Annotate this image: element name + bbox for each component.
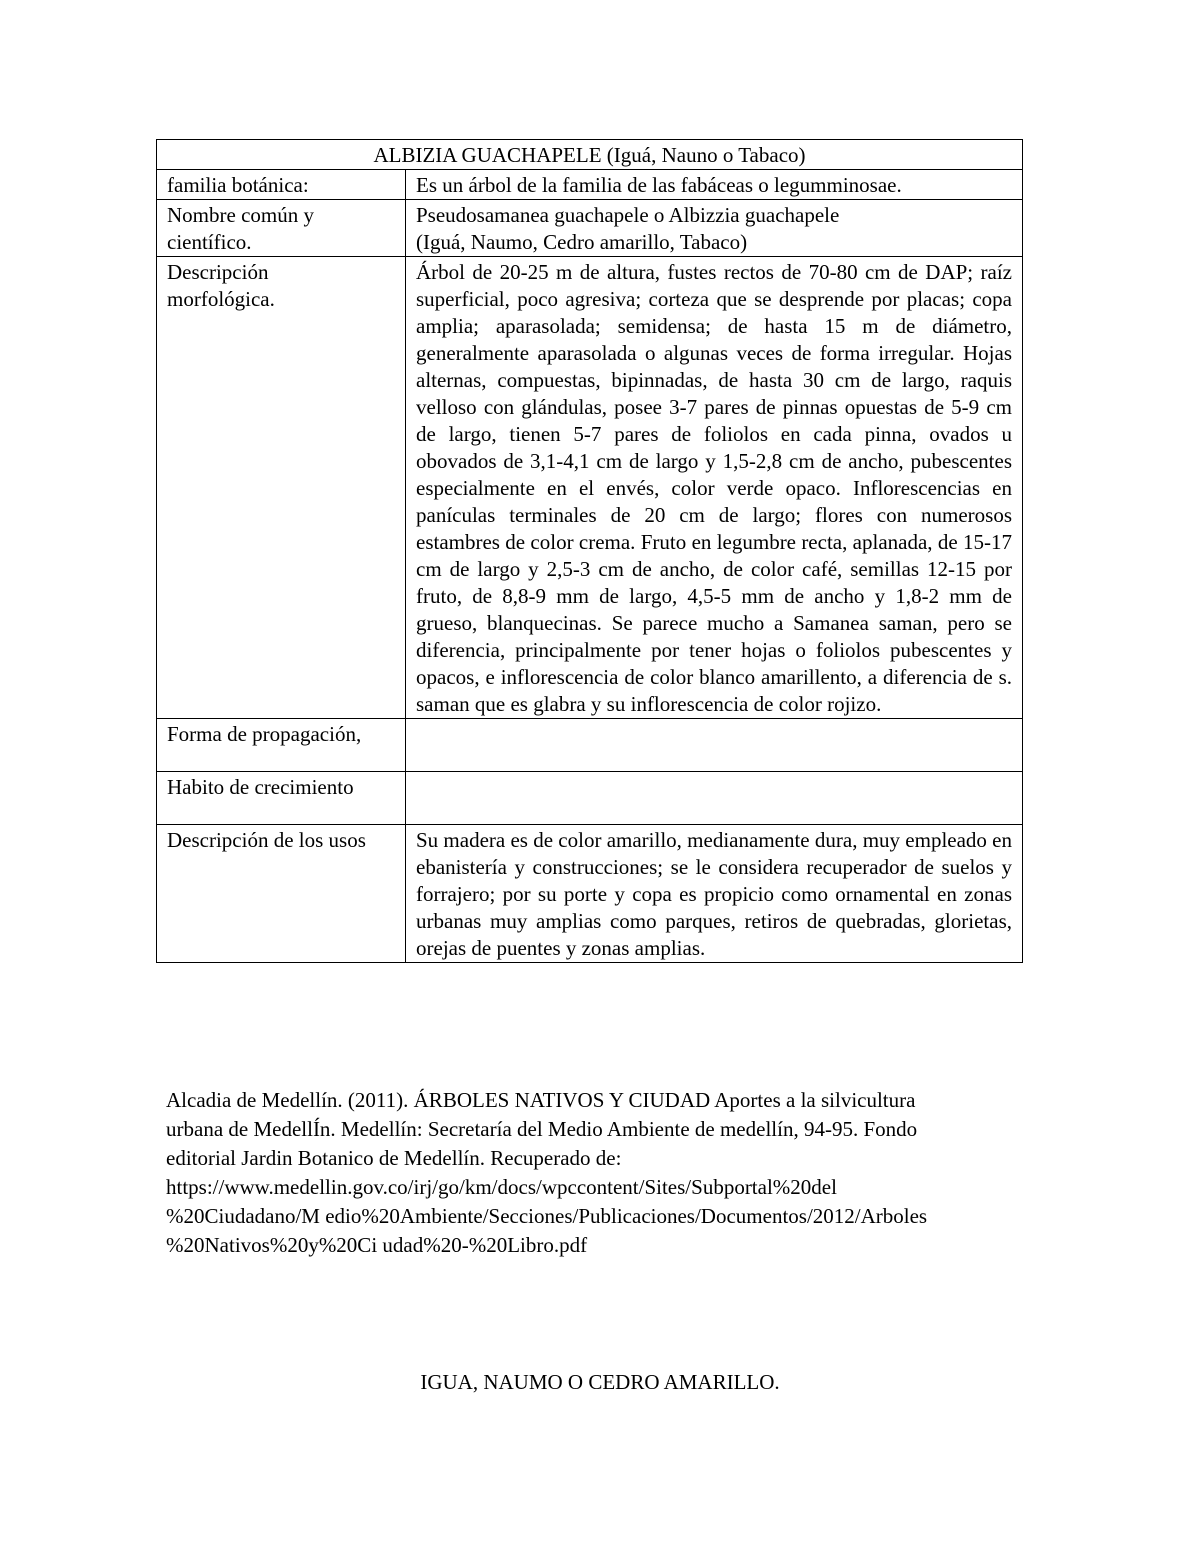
row-label: Habito de crecimiento: [157, 772, 406, 825]
row-value: Es un árbol de la familia de las fabáceas o legumminosae.: [406, 170, 1023, 200]
table-row: [157, 719, 1023, 772]
table-row: [157, 200, 1023, 257]
scientific-name-line: Pseudosamanea guachapele o Albizzia guachapele: [416, 203, 840, 227]
table-title-row: [157, 140, 1023, 170]
bibliographic-reference: [166, 1086, 1026, 1260]
row-value-description: Árbol de 20-25 m de altura, fustes rectos de 70-80 cm de DAP; raíz superficial, poco agresiva; corteza que se desprende por placas; copa amplia; aparasolada; semidensa; de hasta 15 m de diámetro, generalmente aparasolada o algunas veces de forma irregular. Hojas alternas, compuestas, bipinnadas, de hasta 30 cm de largo, raquis velloso con glándulas, posee 3-7 pares de pinnas opuestas de 5-9 cm de largo, tienen 5-7 pares de foliolos en cada pinna, ovados u obovados de 3,1-4,1 cm de largo y 1,5-2,8 cm de ancho, pubescentes especialmente en el envés, color verde opaco. Inflorescencias en panículas terminales de 20 cm de largo; flores con numerosos estambres de color crema. Fruto en legumbre recta, aplanada, de 15-17 cm de largo y 2,5-3 cm de ancho, de color café, semillas 12-15 por fruto, de 8,8-9 mm de largo, 4,5-5 mm de ancho y 1,8-2 mm de grueso, blanquecinas. Se parece mucho a Samanea saman, pero se diferencia, principalmente por tener hojas o foliolos pubescentes y opacos, e inflorescencia de color blanco amarillento, a diferencia de s. saman que es glabra y su inflorescencia de color rojizo.: [406, 257, 1023, 719]
table-row: [157, 825, 1023, 963]
reference-url-line: %20Ciudadano/M edio%20Ambiente/Secciones/Publicaciones/Documentos/2012/Arboles: [166, 1204, 928, 1228]
row-value-empty: [406, 719, 1023, 772]
row-label: Forma de propagación,: [157, 719, 406, 772]
row-value: [406, 200, 1023, 257]
common-name-line: (Iguá, Naumo, Cedro amarillo, Tabaco): [416, 230, 748, 254]
species-fact-table: [156, 139, 1023, 963]
row-label: familia botánica:: [157, 170, 406, 200]
reference-line: editorial Jardin Botanico de Medellín. Recuperado de:: [166, 1146, 622, 1170]
row-label: Nombre común y científico.: [157, 200, 406, 257]
reference-url-line: %20Nativos%20y%20Ci udad%20-%20Libro.pdf: [166, 1233, 588, 1257]
section-heading: IGUA, NAUMO O CEDRO AMARILLO.: [420, 1370, 780, 1394]
row-label: Descripción morfológica.: [157, 257, 406, 719]
row-label: Descripción de los usos: [157, 825, 406, 963]
row-value-uses: Su madera es de color amarillo, medianamente dura, muy empleado en ebanistería y construcciones; se le considera recuperador de suelos y forrajero; por su porte y copa es propicio como ornamental en zonas urbanas muy amplias como parques, retiros de quebradas, glorietas, orejas de puentes y zonas amplias.: [406, 825, 1023, 963]
table-row: [157, 257, 1023, 719]
table-row: [157, 170, 1023, 200]
table-title: ALBIZIA GUACHAPELE (Iguá, Nauno o Tabaco): [157, 140, 1023, 170]
row-value-empty: [406, 772, 1023, 825]
table-row: [157, 772, 1023, 825]
reference-line: Alcadia de Medellín. (2011). ÁRBOLES NATIVOS Y CIUDAD Aportes a la silvicultura: [166, 1088, 916, 1112]
reference-line: urbana de MedellÍn. Medellín: Secretaría del Medio Ambiente de medellín, 94-95. Fondo: [166, 1117, 918, 1141]
reference-url-line: https://www.medellin.gov.co/irj/go/km/docs/wpccontent/Sites/Subportal%20del: [166, 1175, 837, 1199]
